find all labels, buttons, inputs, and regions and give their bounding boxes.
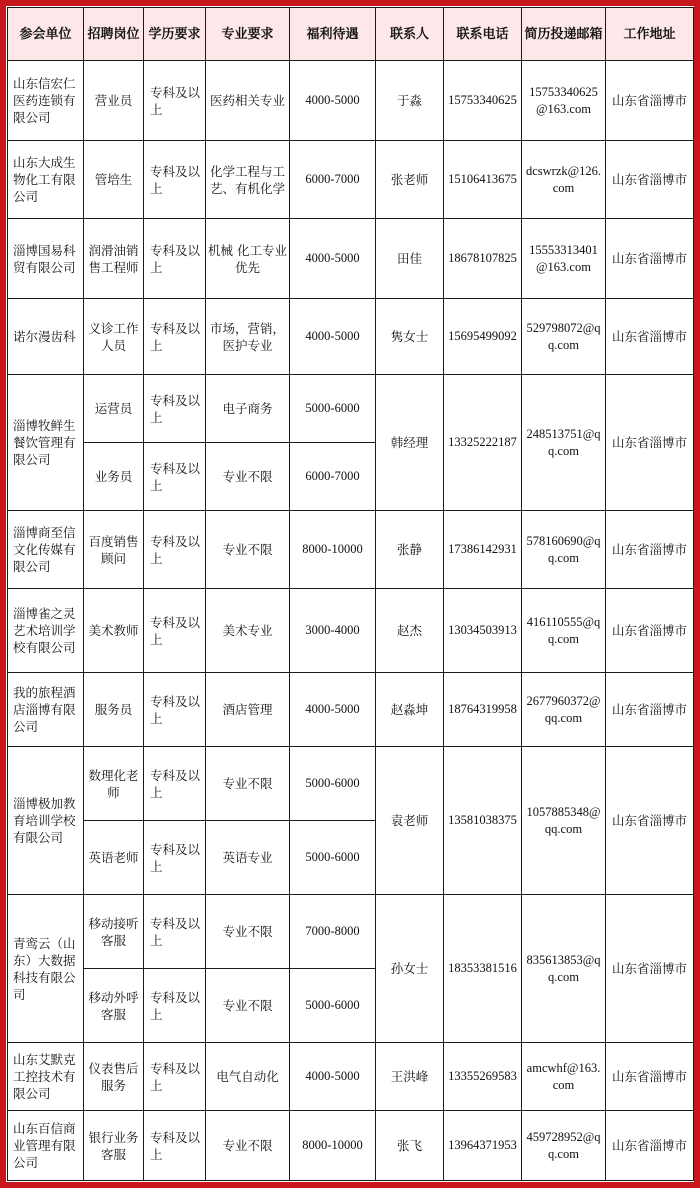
major-requirement: 专业不限: [206, 1111, 290, 1181]
resume-email: 578160690@qq.com: [522, 511, 606, 589]
contact-phone: 17386142931: [444, 511, 522, 589]
major-requirement: 专业不限: [206, 895, 290, 969]
table-row: [8, 61, 694, 141]
salary-range: 3000-4000: [290, 589, 376, 673]
work-address: 山东省淄博市: [606, 511, 694, 589]
company-name: 诺尔漫齿科: [8, 299, 84, 375]
education-requirement: 专科及以上: [144, 443, 206, 511]
salary-range: 6000-7000: [290, 141, 376, 219]
education-requirement: 专科及以上: [144, 375, 206, 443]
resume-email: amcwhf@163.com: [522, 1043, 606, 1111]
work-address: 山东省淄博市: [606, 673, 694, 747]
resume-email: 416110555@qq.com: [522, 589, 606, 673]
table-row: [8, 895, 694, 969]
table-row: [8, 1043, 694, 1111]
education-requirement: 专科及以上: [144, 61, 206, 141]
contact-person: 张飞: [376, 1111, 444, 1181]
table-row: [8, 747, 694, 821]
salary-range: 5000-6000: [290, 821, 376, 895]
work-address: 山东省淄博市: [606, 1043, 694, 1111]
resume-email: 248513751@qq.com: [522, 375, 606, 511]
contact-person: 张静: [376, 511, 444, 589]
contact-person: 田佳: [376, 219, 444, 299]
company-name: 山东艾默克工控技术有限公司: [8, 1043, 84, 1111]
company-name: 山东百信商业管理有限公司: [8, 1111, 84, 1181]
work-address: 山东省淄博市: [606, 219, 694, 299]
work-address: 山东省淄博市: [606, 1111, 694, 1181]
position-title: 美术教师: [84, 589, 144, 673]
contact-phone: 15753340625: [444, 61, 522, 141]
position-title: 运营员: [84, 375, 144, 443]
resume-email: 2677960372@qq.com: [522, 673, 606, 747]
contact-phone: 13355269583: [444, 1043, 522, 1111]
major-requirement: 专业不限: [206, 511, 290, 589]
work-address: 山东省淄博市: [606, 141, 694, 219]
resume-email: 15553313401@163.com: [522, 219, 606, 299]
salary-range: 5000-6000: [290, 747, 376, 821]
position-title: 润滑油销售工程师: [84, 219, 144, 299]
resume-email: 835613853@qq.com: [522, 895, 606, 1043]
major-requirement: 美术专业: [206, 589, 290, 673]
position-title: 数理化老师: [84, 747, 144, 821]
company-name: 我的旅程酒店淄博有限公司: [8, 673, 84, 747]
contact-person: 赵杰: [376, 589, 444, 673]
company-name: 山东大成生物化工有限公司: [8, 141, 84, 219]
education-requirement: 专科及以上: [144, 1043, 206, 1111]
position-title: 服务员: [84, 673, 144, 747]
major-requirement: 酒店管理: [206, 673, 290, 747]
resume-email: dcswrzk@126.com: [522, 141, 606, 219]
table-row: [8, 1111, 694, 1181]
major-requirement: 医药相关专业: [206, 61, 290, 141]
contact-phone: 13034503913: [444, 589, 522, 673]
education-requirement: 专科及以上: [144, 895, 206, 969]
contact-phone: 13325222187: [444, 375, 522, 511]
table-row: [8, 375, 694, 443]
header-position: 招聘岗位: [84, 8, 144, 61]
header-company: 参会单位: [8, 8, 84, 61]
company-name: 淄博雀之灵艺术培训学校有限公司: [8, 589, 84, 673]
header-major: 专业要求: [206, 8, 290, 61]
table-body: [8, 61, 694, 1181]
major-requirement: 机械 化工专业优先: [206, 219, 290, 299]
header-row: [8, 8, 694, 61]
work-address: 山东省淄博市: [606, 61, 694, 141]
salary-range: 4000-5000: [290, 61, 376, 141]
salary-range: 6000-7000: [290, 443, 376, 511]
header-address: 工作地址: [606, 8, 694, 61]
salary-range: 7000-8000: [290, 895, 376, 969]
major-requirement: 化学工程与工艺、有机化学: [206, 141, 290, 219]
contact-person: 隽女士: [376, 299, 444, 375]
work-address: 山东省淄博市: [606, 375, 694, 511]
position-title: 百度销售顾问: [84, 511, 144, 589]
salary-range: 5000-6000: [290, 375, 376, 443]
major-requirement: 电气自动化: [206, 1043, 290, 1111]
contact-person: 于淼: [376, 61, 444, 141]
salary-range: 8000-10000: [290, 1111, 376, 1181]
resume-email: 529798072@qq.com: [522, 299, 606, 375]
contact-phone: 18678107825: [444, 219, 522, 299]
education-requirement: 专科及以上: [144, 673, 206, 747]
major-requirement: 市场，营销，医护专业: [206, 299, 290, 375]
contact-person: 赵淼坤: [376, 673, 444, 747]
recruitment-table: [7, 7, 694, 1181]
company-name: 淄博国易科贸有限公司: [8, 219, 84, 299]
position-title: 义诊工作人员: [84, 299, 144, 375]
salary-range: 5000-6000: [290, 969, 376, 1043]
salary-range: 8000-10000: [290, 511, 376, 589]
table-row: [8, 511, 694, 589]
education-requirement: 专科及以上: [144, 299, 206, 375]
work-address: 山东省淄博市: [606, 747, 694, 895]
education-requirement: 专科及以上: [144, 141, 206, 219]
company-name: 淄博牧鲜生餐饮管理有限公司: [8, 375, 84, 511]
position-title: 移动外呼客服: [84, 969, 144, 1043]
contact-phone: 15695499092: [444, 299, 522, 375]
header-contact: 联系人: [376, 8, 444, 61]
major-requirement: 英语专业: [206, 821, 290, 895]
contact-phone: 18353381516: [444, 895, 522, 1043]
education-requirement: 专科及以上: [144, 1111, 206, 1181]
position-title: 英语老师: [84, 821, 144, 895]
education-requirement: 专科及以上: [144, 747, 206, 821]
work-address: 山东省淄博市: [606, 589, 694, 673]
contact-person: 袁老师: [376, 747, 444, 895]
salary-range: 4000-5000: [290, 673, 376, 747]
table-row: [8, 219, 694, 299]
table-row: [8, 299, 694, 375]
education-requirement: 专科及以上: [144, 219, 206, 299]
salary-range: 4000-5000: [290, 299, 376, 375]
education-requirement: 专科及以上: [144, 589, 206, 673]
table-row: [8, 673, 694, 747]
position-title: 银行业务客服: [84, 1111, 144, 1181]
position-title: 仪表售后服务: [84, 1043, 144, 1111]
position-title: 移动接听客服: [84, 895, 144, 969]
contact-phone: 18764319958: [444, 673, 522, 747]
salary-range: 4000-5000: [290, 1043, 376, 1111]
major-requirement: 专业不限: [206, 969, 290, 1043]
contact-phone: 13964371953: [444, 1111, 522, 1181]
contact-person: 韩经理: [376, 375, 444, 511]
resume-email: 1057885348@qq.com: [522, 747, 606, 895]
header-phone: 联系电话: [444, 8, 522, 61]
header-email: 简历投递邮箱: [522, 8, 606, 61]
education-requirement: 专科及以上: [144, 511, 206, 589]
company-name: 淄博商至信文化传媒有限公司: [8, 511, 84, 589]
header-salary: 福利待遇: [290, 8, 376, 61]
table-row: [8, 589, 694, 673]
work-address: 山东省淄博市: [606, 299, 694, 375]
position-title: 营业员: [84, 61, 144, 141]
position-title: 业务员: [84, 443, 144, 511]
major-requirement: 电子商务: [206, 375, 290, 443]
contact-phone: 13581038375: [444, 747, 522, 895]
major-requirement: 专业不限: [206, 747, 290, 821]
education-requirement: 专科及以上: [144, 821, 206, 895]
position-title: 管培生: [84, 141, 144, 219]
page-frame: [6, 6, 694, 1182]
contact-person: 王洪峰: [376, 1043, 444, 1111]
contact-phone: 15106413675: [444, 141, 522, 219]
contact-person: 孙女士: [376, 895, 444, 1043]
resume-email: 15753340625@163.com: [522, 61, 606, 141]
education-requirement: 专科及以上: [144, 969, 206, 1043]
table-row: [8, 141, 694, 219]
company-name: 山东信宏仁医药连锁有限公司: [8, 61, 84, 141]
company-name: 青鸾云（山东）大数据科技有限公司: [8, 895, 84, 1043]
header-education: 学历要求: [144, 8, 206, 61]
contact-person: 张老师: [376, 141, 444, 219]
resume-email: 459728952@qq.com: [522, 1111, 606, 1181]
major-requirement: 专业不限: [206, 443, 290, 511]
salary-range: 4000-5000: [290, 219, 376, 299]
company-name: 淄博极加教育培训学校有限公司: [8, 747, 84, 895]
work-address: 山东省淄博市: [606, 895, 694, 1043]
